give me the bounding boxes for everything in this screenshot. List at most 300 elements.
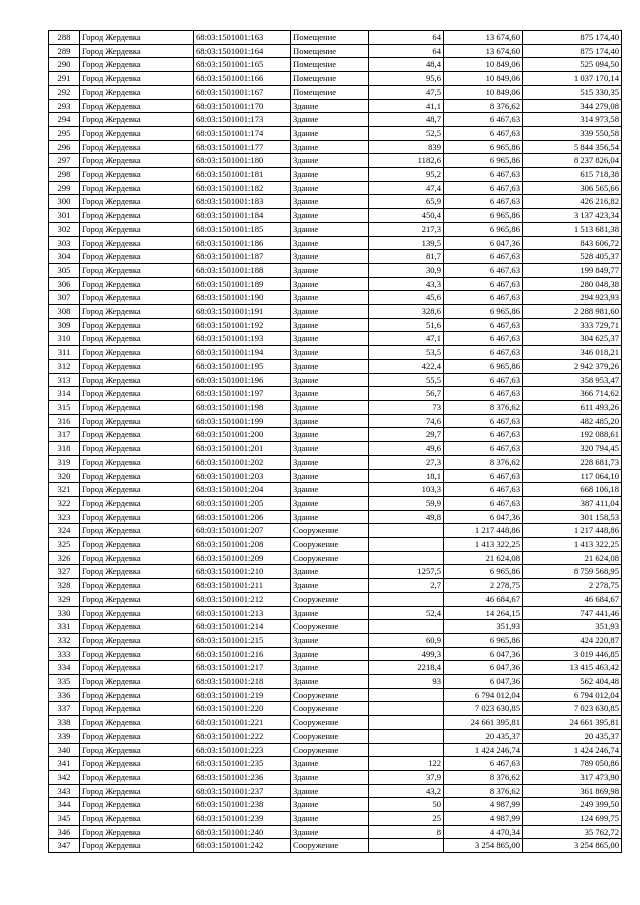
row-number-cell: 324 xyxy=(49,524,80,538)
object-type-cell: Здание xyxy=(291,455,369,469)
area-cell: 37,9 xyxy=(369,770,444,784)
unit-value-cell: 6 467,63 xyxy=(444,757,523,771)
unit-value-cell: 1 413 322,25 xyxy=(444,538,523,552)
row-number-cell: 302 xyxy=(49,222,80,236)
unit-value-cell: 8 376,62 xyxy=(444,99,523,113)
area-cell: 45,6 xyxy=(369,291,444,305)
area-cell: 1257,5 xyxy=(369,565,444,579)
locality-cell: Город Жердевка xyxy=(80,592,194,606)
row-number-cell: 291 xyxy=(49,72,80,86)
area-cell: 64 xyxy=(369,31,444,45)
cadastral-value-cell: 317 473,90 xyxy=(523,770,622,784)
table-row xyxy=(49,373,622,387)
area-cell xyxy=(369,743,444,757)
locality-cell: Город Жердевка xyxy=(80,99,194,113)
row-number-cell: 336 xyxy=(49,688,80,702)
locality-cell: Город Жердевка xyxy=(80,113,194,127)
area-cell: 450,4 xyxy=(369,209,444,223)
locality-cell: Город Жердевка xyxy=(80,387,194,401)
object-type-cell: Помещение xyxy=(291,58,369,72)
cadastral-number-cell: 68:03:1501001:204 xyxy=(194,483,291,497)
cadastral-value-cell: 1 037 170,14 xyxy=(523,72,622,86)
object-type-cell: Здание xyxy=(291,606,369,620)
row-number-cell: 341 xyxy=(49,757,80,771)
row-number-cell: 305 xyxy=(49,263,80,277)
locality-cell: Город Жердевка xyxy=(80,565,194,579)
object-type-cell: Здание xyxy=(291,414,369,428)
cadastral-number-cell: 68:03:1501001:170 xyxy=(194,99,291,113)
row-number-cell: 315 xyxy=(49,400,80,414)
locality-cell: Город Жердевка xyxy=(80,579,194,593)
row-number-cell: 327 xyxy=(49,565,80,579)
cadastral-value-cell: 306 565,66 xyxy=(523,181,622,195)
table-row xyxy=(49,496,622,510)
row-number-cell: 295 xyxy=(49,126,80,140)
object-type-cell: Сооружение xyxy=(291,743,369,757)
locality-cell: Город Жердевка xyxy=(80,346,194,360)
cadastral-number-cell: 68:03:1501001:182 xyxy=(194,181,291,195)
row-number-cell: 346 xyxy=(49,825,80,839)
locality-cell: Город Жердевка xyxy=(80,551,194,565)
cadastral-number-cell: 68:03:1501001:181 xyxy=(194,168,291,182)
row-number-cell: 329 xyxy=(49,592,80,606)
cadastral-value-cell: 611 493,26 xyxy=(523,400,622,414)
locality-cell: Город Жердевка xyxy=(80,332,194,346)
cadastral-number-cell: 68:03:1501001:189 xyxy=(194,277,291,291)
row-number-cell: 333 xyxy=(49,647,80,661)
table-row xyxy=(49,798,622,812)
unit-value-cell: 1 217 448,86 xyxy=(444,524,523,538)
row-number-cell: 320 xyxy=(49,469,80,483)
cadastral-number-cell: 68:03:1501001:210 xyxy=(194,565,291,579)
area-cell: 43,3 xyxy=(369,277,444,291)
row-number-cell: 335 xyxy=(49,675,80,689)
cadastral-value-cell: 515 330,35 xyxy=(523,85,622,99)
cadastral-number-cell: 68:03:1501001:165 xyxy=(194,58,291,72)
cadastral-number-cell: 68:03:1501001:236 xyxy=(194,770,291,784)
row-number-cell: 345 xyxy=(49,812,80,826)
area-cell: 81,7 xyxy=(369,250,444,264)
cadastral-value-cell: 35 762,72 xyxy=(523,825,622,839)
cadastral-value-cell: 525 094,50 xyxy=(523,58,622,72)
unit-value-cell: 4 987,99 xyxy=(444,812,523,826)
area-cell: 95,2 xyxy=(369,168,444,182)
cadastral-value-cell: 424 220,87 xyxy=(523,633,622,647)
object-type-cell: Здание xyxy=(291,195,369,209)
locality-cell: Город Жердевка xyxy=(80,442,194,456)
row-number-cell: 328 xyxy=(49,579,80,593)
unit-value-cell: 6 467,63 xyxy=(444,442,523,456)
area-cell: 59,9 xyxy=(369,496,444,510)
locality-cell: Город Жердевка xyxy=(80,538,194,552)
object-type-cell: Сооружение xyxy=(291,620,369,634)
table-row xyxy=(49,195,622,209)
cadastral-value-cell: 333 729,71 xyxy=(523,318,622,332)
table-row xyxy=(49,168,622,182)
cadastral-number-cell: 68:03:1501001:209 xyxy=(194,551,291,565)
object-type-cell: Сооружение xyxy=(291,524,369,538)
row-number-cell: 292 xyxy=(49,85,80,99)
object-type-cell: Здание xyxy=(291,798,369,812)
row-number-cell: 344 xyxy=(49,798,80,812)
table-row xyxy=(49,455,622,469)
locality-cell: Город Жердевка xyxy=(80,825,194,839)
locality-cell: Город Жердевка xyxy=(80,812,194,826)
cadastral-value-cell: 426 216,82 xyxy=(523,195,622,209)
locality-cell: Город Жердевка xyxy=(80,414,194,428)
object-type-cell: Здание xyxy=(291,291,369,305)
area-cell: 64 xyxy=(369,44,444,58)
unit-value-cell: 6 467,63 xyxy=(444,263,523,277)
unit-value-cell: 8 376,62 xyxy=(444,770,523,784)
cadastral-number-cell: 68:03:1501001:239 xyxy=(194,812,291,826)
cadastral-number-cell: 68:03:1501001:173 xyxy=(194,113,291,127)
unit-value-cell: 46 684,67 xyxy=(444,592,523,606)
unit-value-cell: 6 467,63 xyxy=(444,346,523,360)
unit-value-cell: 6 047,36 xyxy=(444,510,523,524)
locality-cell: Город Жердевка xyxy=(80,496,194,510)
locality-cell: Город Жердевка xyxy=(80,291,194,305)
cadastral-value-cell: 192 088,61 xyxy=(523,428,622,442)
cadastral-number-cell: 68:03:1501001:201 xyxy=(194,442,291,456)
object-type-cell: Сооружение xyxy=(291,551,369,565)
cadastral-number-cell: 68:03:1501001:174 xyxy=(194,126,291,140)
area-cell: 48,7 xyxy=(369,113,444,127)
object-type-cell: Сооружение xyxy=(291,592,369,606)
cadastral-value-cell: 1 513 681,38 xyxy=(523,222,622,236)
table-row xyxy=(49,579,622,593)
table-row xyxy=(49,469,622,483)
unit-value-cell: 6 047,36 xyxy=(444,647,523,661)
area-cell xyxy=(369,702,444,716)
cadastral-value-cell: 249 399,50 xyxy=(523,798,622,812)
area-cell: 47,1 xyxy=(369,332,444,346)
table-row xyxy=(49,592,622,606)
table-row xyxy=(49,85,622,99)
locality-cell: Город Жердевка xyxy=(80,181,194,195)
cadastral-value-cell: 304 625,37 xyxy=(523,332,622,346)
table-row xyxy=(49,565,622,579)
cadastral-value-cell: 346 018,21 xyxy=(523,346,622,360)
object-type-cell: Помещение xyxy=(291,85,369,99)
area-cell: 52,5 xyxy=(369,126,444,140)
row-number-cell: 312 xyxy=(49,359,80,373)
object-type-cell: Здание xyxy=(291,633,369,647)
area-cell: 2,7 xyxy=(369,579,444,593)
area-cell: 53,5 xyxy=(369,346,444,360)
unit-value-cell: 6 467,63 xyxy=(444,387,523,401)
row-number-cell: 289 xyxy=(49,44,80,58)
locality-cell: Город Жердевка xyxy=(80,58,194,72)
locality-cell: Город Жердевка xyxy=(80,483,194,497)
area-cell xyxy=(369,524,444,538)
unit-value-cell: 351,93 xyxy=(444,620,523,634)
cadastral-number-cell: 68:03:1501001:242 xyxy=(194,839,291,853)
row-number-cell: 337 xyxy=(49,702,80,716)
cadastral-number-cell: 68:03:1501001:222 xyxy=(194,729,291,743)
locality-cell: Город Жердевка xyxy=(80,263,194,277)
object-type-cell: Здание xyxy=(291,483,369,497)
cadastral-number-cell: 68:03:1501001:185 xyxy=(194,222,291,236)
object-type-cell: Здание xyxy=(291,168,369,182)
cadastral-number-cell: 68:03:1501001:192 xyxy=(194,318,291,332)
table-row xyxy=(49,154,622,168)
table-row xyxy=(49,757,622,771)
locality-cell: Город Жердевка xyxy=(80,44,194,58)
unit-value-cell: 6 467,63 xyxy=(444,332,523,346)
area-cell: 499,3 xyxy=(369,647,444,661)
object-type-cell: Здание xyxy=(291,675,369,689)
locality-cell: Город Жердевка xyxy=(80,305,194,319)
locality-cell: Город Жердевка xyxy=(80,168,194,182)
cadastral-number-cell: 68:03:1501001:202 xyxy=(194,455,291,469)
row-number-cell: 325 xyxy=(49,538,80,552)
cadastral-value-cell: 5 844 356,54 xyxy=(523,140,622,154)
area-cell: 51,6 xyxy=(369,318,444,332)
area-cell xyxy=(369,688,444,702)
unit-value-cell: 6 047,36 xyxy=(444,661,523,675)
object-type-cell: Сооружение xyxy=(291,716,369,730)
cadastral-number-cell: 68:03:1501001:237 xyxy=(194,784,291,798)
object-type-cell: Здание xyxy=(291,469,369,483)
cadastral-number-cell: 68:03:1501001:218 xyxy=(194,675,291,689)
unit-value-cell: 2 278,75 xyxy=(444,579,523,593)
area-cell: 8 xyxy=(369,825,444,839)
cadastral-number-cell: 68:03:1501001:235 xyxy=(194,757,291,771)
cadastral-value-cell: 843 606,72 xyxy=(523,236,622,250)
table-row xyxy=(49,784,622,798)
table-row xyxy=(49,346,622,360)
cadastral-number-cell: 68:03:1501001:188 xyxy=(194,263,291,277)
table-row xyxy=(49,538,622,552)
locality-cell: Город Жердевка xyxy=(80,784,194,798)
table-row xyxy=(49,661,622,675)
cadastral-number-cell: 68:03:1501001:167 xyxy=(194,85,291,99)
object-type-cell: Здание xyxy=(291,346,369,360)
row-number-cell: 288 xyxy=(49,31,80,45)
cadastral-value-cell: 320 794,45 xyxy=(523,442,622,456)
table-row xyxy=(49,729,622,743)
table-row xyxy=(49,770,622,784)
locality-cell: Город Жердевка xyxy=(80,72,194,86)
area-cell: 52,4 xyxy=(369,606,444,620)
table-row xyxy=(49,743,622,757)
unit-value-cell: 6 794 012,04 xyxy=(444,688,523,702)
area-cell: 93 xyxy=(369,675,444,689)
cadastral-number-cell: 68:03:1501001:187 xyxy=(194,250,291,264)
table-row xyxy=(49,209,622,223)
table-row xyxy=(49,263,622,277)
locality-cell: Город Жердевка xyxy=(80,400,194,414)
unit-value-cell: 21 624,08 xyxy=(444,551,523,565)
area-cell: 2218,4 xyxy=(369,661,444,675)
area-cell: 50 xyxy=(369,798,444,812)
object-type-cell: Сооружение xyxy=(291,839,369,853)
unit-value-cell: 6 965,86 xyxy=(444,222,523,236)
area-cell: 47,5 xyxy=(369,85,444,99)
cadastral-number-cell: 68:03:1501001:197 xyxy=(194,387,291,401)
table-row xyxy=(49,620,622,634)
cadastral-number-cell: 68:03:1501001:219 xyxy=(194,688,291,702)
cadastral-value-cell: 366 714,62 xyxy=(523,387,622,401)
table-row xyxy=(49,812,622,826)
locality-cell: Город Жердевка xyxy=(80,798,194,812)
unit-value-cell: 3 254 865,00 xyxy=(444,839,523,853)
cadastral-number-cell: 68:03:1501001:206 xyxy=(194,510,291,524)
locality-cell: Город Жердевка xyxy=(80,195,194,209)
locality-cell: Город Жердевка xyxy=(80,250,194,264)
area-cell: 48,4 xyxy=(369,58,444,72)
cadastral-number-cell: 68:03:1501001:212 xyxy=(194,592,291,606)
cadastral-number-cell: 68:03:1501001:217 xyxy=(194,661,291,675)
area-cell: 103,3 xyxy=(369,483,444,497)
table-row xyxy=(49,44,622,58)
table-row xyxy=(49,442,622,456)
row-number-cell: 331 xyxy=(49,620,80,634)
locality-cell: Город Жердевка xyxy=(80,633,194,647)
unit-value-cell: 6 467,63 xyxy=(444,181,523,195)
object-type-cell: Здание xyxy=(291,770,369,784)
unit-value-cell: 10 849,06 xyxy=(444,58,523,72)
unit-value-cell: 6 965,86 xyxy=(444,359,523,373)
cadastral-number-cell: 68:03:1501001:190 xyxy=(194,291,291,305)
row-number-cell: 338 xyxy=(49,716,80,730)
unit-value-cell: 6 467,63 xyxy=(444,414,523,428)
row-number-cell: 340 xyxy=(49,743,80,757)
row-number-cell: 318 xyxy=(49,442,80,456)
cadastral-number-cell: 68:03:1501001:207 xyxy=(194,524,291,538)
object-type-cell: Помещение xyxy=(291,72,369,86)
object-type-cell: Здание xyxy=(291,154,369,168)
row-number-cell: 300 xyxy=(49,195,80,209)
table-row xyxy=(49,181,622,195)
cadastral-value-cell: 7 023 630,85 xyxy=(523,702,622,716)
row-number-cell: 310 xyxy=(49,332,80,346)
cadastral-number-cell: 68:03:1501001:223 xyxy=(194,743,291,757)
unit-value-cell: 20 435,37 xyxy=(444,729,523,743)
unit-value-cell: 4 470,34 xyxy=(444,825,523,839)
cadastral-value-cell: 46 684,67 xyxy=(523,592,622,606)
locality-cell: Город Жердевка xyxy=(80,743,194,757)
object-type-cell: Здание xyxy=(291,387,369,401)
cadastral-value-cell: 351,93 xyxy=(523,620,622,634)
cadastral-value-cell: 875 174,40 xyxy=(523,44,622,58)
unit-value-cell: 6 467,63 xyxy=(444,483,523,497)
unit-value-cell: 6 467,63 xyxy=(444,291,523,305)
locality-cell: Город Жердевка xyxy=(80,469,194,483)
row-number-cell: 303 xyxy=(49,236,80,250)
cadastral-number-cell: 68:03:1501001:208 xyxy=(194,538,291,552)
object-type-cell: Здание xyxy=(291,140,369,154)
row-number-cell: 343 xyxy=(49,784,80,798)
cadastral-value-table xyxy=(48,30,622,853)
area-cell: 27,3 xyxy=(369,455,444,469)
locality-cell: Город Жердевка xyxy=(80,661,194,675)
cadastral-value-cell: 1 413 322,25 xyxy=(523,538,622,552)
cadastral-number-cell: 68:03:1501001:215 xyxy=(194,633,291,647)
table-row xyxy=(49,414,622,428)
object-type-cell: Здание xyxy=(291,812,369,826)
object-type-cell: Здание xyxy=(291,400,369,414)
table-row xyxy=(49,825,622,839)
locality-cell: Город Жердевка xyxy=(80,31,194,45)
locality-cell: Город Жердевка xyxy=(80,428,194,442)
table-row xyxy=(49,716,622,730)
table-row xyxy=(49,688,622,702)
cadastral-value-cell: 1 424 246,74 xyxy=(523,743,622,757)
cadastral-number-cell: 68:03:1501001:220 xyxy=(194,702,291,716)
object-type-cell: Помещение xyxy=(291,31,369,45)
table-row xyxy=(49,551,622,565)
cadastral-value-cell: 314 973,58 xyxy=(523,113,622,127)
cadastral-number-cell: 68:03:1501001:186 xyxy=(194,236,291,250)
table-row xyxy=(49,524,622,538)
unit-value-cell: 6 467,63 xyxy=(444,496,523,510)
row-number-cell: 308 xyxy=(49,305,80,319)
object-type-cell: Здание xyxy=(291,236,369,250)
object-type-cell: Здание xyxy=(291,318,369,332)
unit-value-cell: 10 849,06 xyxy=(444,72,523,86)
cadastral-number-cell: 68:03:1501001:205 xyxy=(194,496,291,510)
unit-value-cell: 13 674,60 xyxy=(444,31,523,45)
locality-cell: Город Жердевка xyxy=(80,455,194,469)
object-type-cell: Помещение xyxy=(291,44,369,58)
table-row xyxy=(49,606,622,620)
area-cell xyxy=(369,592,444,606)
locality-cell: Город Жердевка xyxy=(80,716,194,730)
cadastral-value-cell: 747 441,46 xyxy=(523,606,622,620)
locality-cell: Город Жердевка xyxy=(80,359,194,373)
area-cell: 122 xyxy=(369,757,444,771)
locality-cell: Город Жердевка xyxy=(80,647,194,661)
cadastral-number-cell: 68:03:1501001:184 xyxy=(194,209,291,223)
row-number-cell: 334 xyxy=(49,661,80,675)
cadastral-number-cell: 68:03:1501001:196 xyxy=(194,373,291,387)
table-row xyxy=(49,839,622,853)
table-row xyxy=(49,291,622,305)
area-cell: 41,1 xyxy=(369,99,444,113)
cadastral-value-cell: 1 217 448,86 xyxy=(523,524,622,538)
area-cell: 55,5 xyxy=(369,373,444,387)
area-cell: 74,6 xyxy=(369,414,444,428)
cadastral-value-cell: 228 681,73 xyxy=(523,455,622,469)
area-cell: 65,9 xyxy=(369,195,444,209)
area-cell xyxy=(369,538,444,552)
unit-value-cell: 8 376,62 xyxy=(444,784,523,798)
table-row xyxy=(49,702,622,716)
object-type-cell: Здание xyxy=(291,510,369,524)
row-number-cell: 332 xyxy=(49,633,80,647)
locality-cell: Город Жердевка xyxy=(80,209,194,223)
area-cell: 1182,6 xyxy=(369,154,444,168)
table-row xyxy=(49,58,622,72)
cadastral-value-cell: 344 279,08 xyxy=(523,99,622,113)
locality-cell: Город Жердевка xyxy=(80,140,194,154)
cadastral-number-cell: 68:03:1501001:211 xyxy=(194,579,291,593)
unit-value-cell: 6 467,63 xyxy=(444,168,523,182)
table-row xyxy=(49,510,622,524)
locality-cell: Город Жердевка xyxy=(80,757,194,771)
object-type-cell: Здание xyxy=(291,647,369,661)
unit-value-cell: 4 987,99 xyxy=(444,798,523,812)
locality-cell: Город Жердевка xyxy=(80,839,194,853)
unit-value-cell: 13 674,60 xyxy=(444,44,523,58)
object-type-cell: Здание xyxy=(291,181,369,195)
locality-cell: Город Жердевка xyxy=(80,126,194,140)
cadastral-number-cell: 68:03:1501001:198 xyxy=(194,400,291,414)
unit-value-cell: 10 849,06 xyxy=(444,85,523,99)
table-row xyxy=(49,126,622,140)
